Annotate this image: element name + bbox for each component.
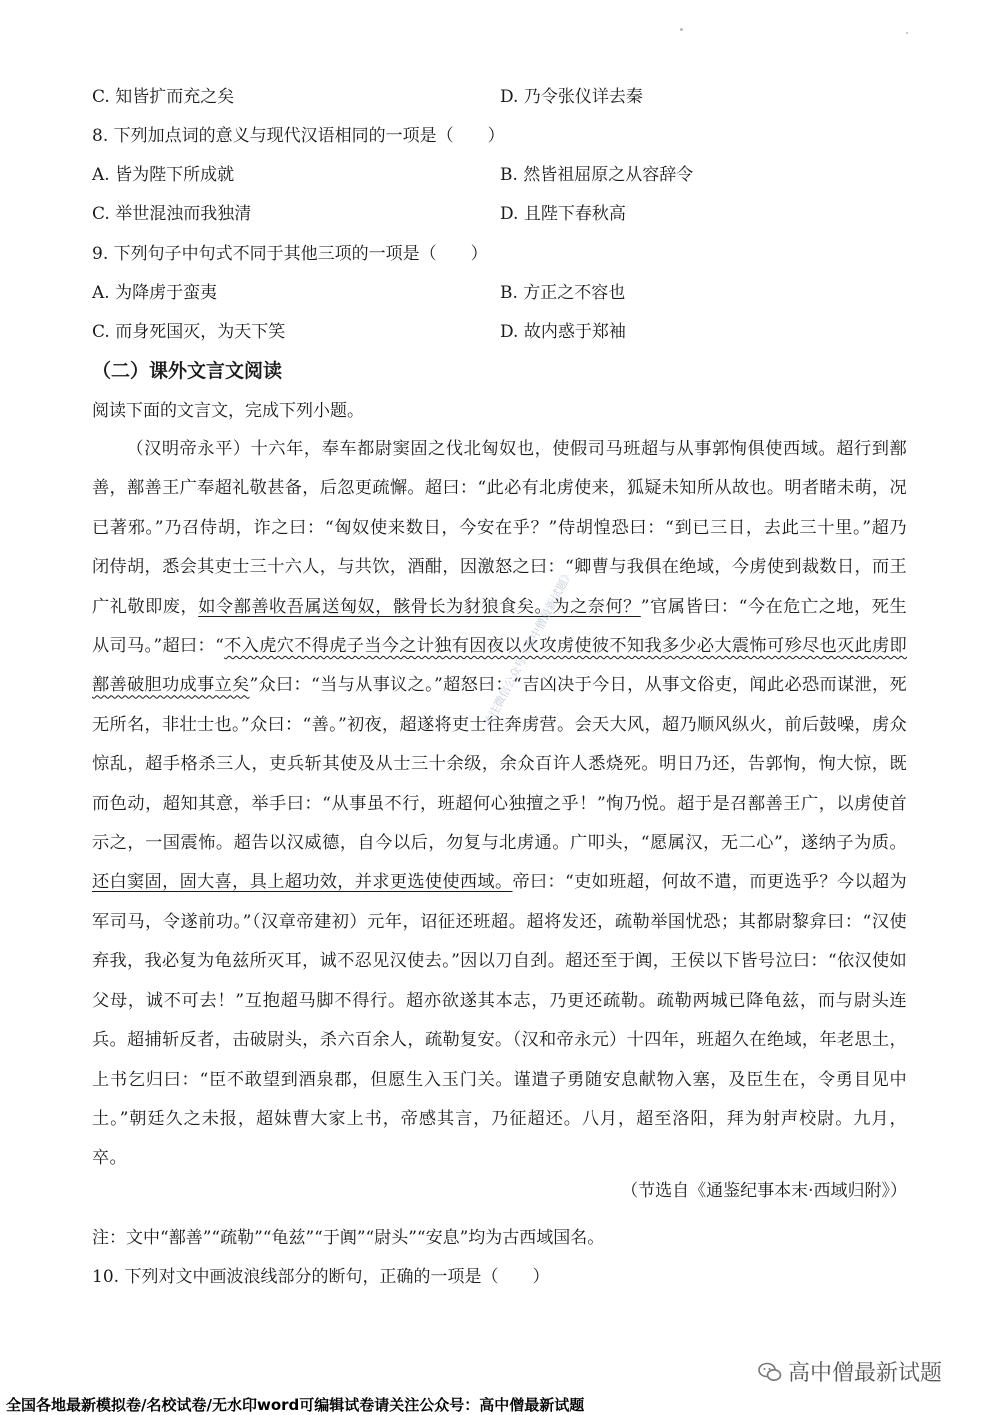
wavy-underlined-sentence: 不入虎穴不得虎子当今之计独有因夜以火攻虏使彼不知我多少必大震怖可殄尽也灭此虏即鄯善破胆功成事立矣 xyxy=(92,636,907,696)
section-title: （二）课外文言文阅读 xyxy=(92,360,283,382)
brand-mark xyxy=(758,1356,942,1387)
q8-option-b: B. 然皆祖屈原之从容辞令 xyxy=(500,165,694,185)
scan-speck xyxy=(680,28,683,31)
underlined-sentence: 还白窦固，固大喜，具上超功效，并求更选使使西域。 xyxy=(92,872,513,893)
q8-option-a: A. 皆为陛下所成就 xyxy=(92,165,235,185)
passage-source: （节选自《通鉴纪事本末·西域归附》） xyxy=(621,1181,907,1201)
q8-stem: 8. 下列加点词的意义与现代汉语相同的一项是（ ） xyxy=(92,126,505,146)
q9-option-a: A. 为降虏于蛮夷 xyxy=(92,283,218,303)
scan-speck xyxy=(906,32,908,34)
watermark: 关注微信公众号《高中僧最新试题》 xyxy=(481,567,576,729)
q8-option-d: D. 且陛下春秋高 xyxy=(500,204,626,224)
q9-stem: 9. 下列句子中句式不同于其他三项的一项是（ ） xyxy=(92,244,488,264)
passage-text: ”官属皆曰：“今在危亡之地，死生从司马。”超曰：“ xyxy=(92,596,907,657)
q10-stem: 10. 下列对文中画波浪线部分的断句，正确的一项是（ ） xyxy=(92,1267,550,1287)
instruction: 阅读下面的文言文，完成下列小题。 xyxy=(92,401,364,421)
q7-option-c: C. 知皆扩而充之矣 xyxy=(92,87,235,107)
passage-text: 帝曰：“吏如班超，何故不遣，而更选乎？今以超为军司马，令遂前功。”（汉章帝建初）元年，诏征还班超。超将发还，疏勒举国忧恐；其都尉黎弇曰：“汉使弃我，我必复为龟兹所灭耳，诚不忍见汉使去。”因以刀自刭。超还至于阗，王侯以下皆号泣曰：“依汉使如父母，诚不可去！”互抱超马脚不得行。超亦欲遂其本志，乃更还疏勒。疏勒两城已降龟兹，而与尉头连兵。超捕斩反者，击破尉头，杀六百余人，疏勒复安。（汉和帝永元）十四年，班超久在绝域，年老思土，上书乞归曰：“臣不敢望到酒泉郡，但愿生入玉门关。谨遣子勇随安息献物入塞，及臣生在，令勇目见中土。”朝廷久之未报，超妹曹大家上书，帝感其言，乃征超还。八月，超至洛阳，拜为射声校尉。九月，卒。 xyxy=(92,872,907,1169)
q9-option-b: B. 方正之不容也 xyxy=(500,283,626,303)
q9-option-c: C. 而身死国灭，为天下笑 xyxy=(92,322,286,342)
underlined-sentence: 如令鄯善收吾属送匈奴，骸骨长为豺狼食矣。为之奈何？ xyxy=(198,596,641,617)
wechat-icon xyxy=(758,1361,782,1383)
q7-option-d: D. 乃令张仪详去秦 xyxy=(500,87,643,107)
q9-option-d: D. 故内惑于郑袖 xyxy=(500,322,626,342)
q8-option-c: C. 举世混浊而我独清 xyxy=(92,204,252,224)
brand-name: 高中僧最新试题 xyxy=(788,1361,943,1386)
classical-passage xyxy=(92,430,907,1179)
passage-text: ”众曰：“当与从事议之。”超怒曰：“吉凶决于今日，从事文俗吏，闻此必恐而谋泄，死无所名，非壮士也。”众曰：“善。”初夜，超遂将吏士往奔虏营。会天大风，超乃顺风纵火，前后鼓噪，虏众惊乱，超手格杀三人，吏兵斩其使及从士三十余级，余众百许人悉烧死。明日乃还，告郭恂，恂大惊，既而色动，超知其意，举手曰：“从事虽不行，班超何心独擅之乎！”恂乃悦。超于是召鄯善王广，以虏使首示之，一国震怖。超告以汉威德，自今以后，勿复与北虏通。广叩头，“愿属汉，无二心”，遂纳子为质。 xyxy=(92,675,907,854)
passage-paragraph xyxy=(92,430,907,1179)
footer-banner: 全国各地最新模拟卷/名校试卷/无水印word可编辑试卷请关注公众号：高中僧最新试题 xyxy=(6,1396,585,1414)
passage-note: 注：文中“鄯善”“疏勒”“龟兹”“于阗”“尉头”“安息”均为古西域国名。 xyxy=(92,1228,605,1248)
passage-text: （汉明帝永平）十六年，奉车都尉窦固之伐北匈奴也，使假司马班超与从事郭恂俱使西域。超行到鄯善，鄯善王广奉超礼敬甚备，后忽更疏懈。超曰：“此必有北虏使来，狐疑未知所从故也。明者睹未萌，况已著邪。”乃召侍胡，诈之曰：“匈奴使来数日，今安在乎？”侍胡惶恐曰：“到已三日，去此三十里。”超乃闭侍胡，悉会其吏士三十六人，与共饮，酒酣，因激怒之曰：“卿曹与我俱在绝域，今虏使到裁数日，而王广礼敬即废， xyxy=(92,439,907,617)
